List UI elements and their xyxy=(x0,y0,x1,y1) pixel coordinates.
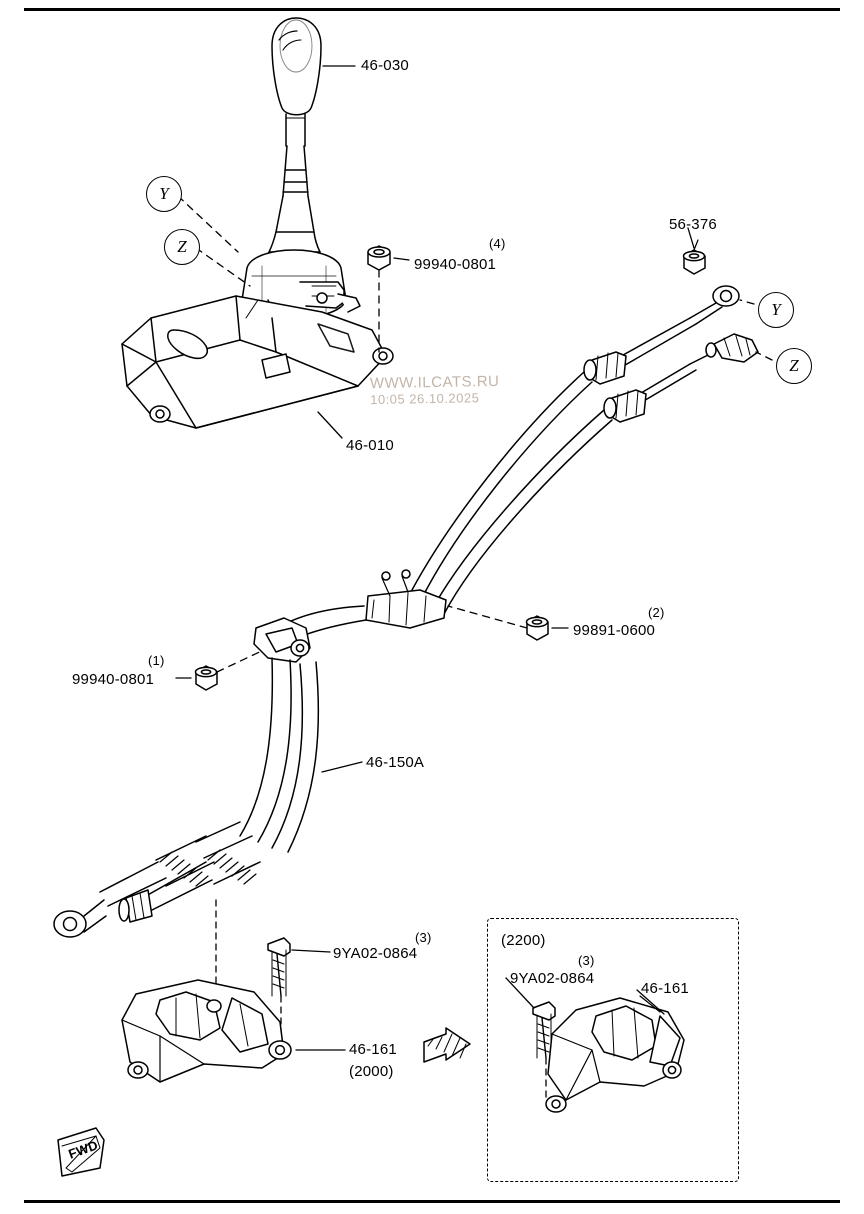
watermark-line2: 10:05 26.10.2025 xyxy=(370,390,480,408)
inset-panel-2200 xyxy=(487,918,739,1182)
nut-99940-0801-upper-art xyxy=(368,246,390,270)
ref-circle-y-left: Y xyxy=(146,176,182,212)
label-46-161-main: 46-161 xyxy=(349,1041,397,1058)
ref-circle-y-right: Y xyxy=(758,292,794,328)
label-99940-0801-upper: 99940-0801 xyxy=(414,256,497,273)
label-99940-0801-lower: 99940-0801 xyxy=(72,671,155,688)
label-qty-2: (2) xyxy=(648,605,665,620)
label-qty-1: (1) xyxy=(148,653,165,668)
watermark-line1: WWW.ILCATS.RU xyxy=(369,372,500,393)
ref-circle-z-left: Z xyxy=(164,229,200,265)
shift-knob-art xyxy=(272,18,321,146)
cable-46-150A-art xyxy=(240,658,318,852)
label-qty-4: (4) xyxy=(489,236,506,251)
label-46-030: 46-030 xyxy=(361,57,409,74)
label-56-376: 56-376 xyxy=(669,216,717,233)
label-inset-title-2200: (2200) xyxy=(501,932,546,949)
ref-circle-z-right: Z xyxy=(776,348,812,384)
cable-lower-end-fittings-art xyxy=(54,822,260,937)
label-46-010: 46-010 xyxy=(346,437,394,454)
clip-56-376-art xyxy=(684,240,706,274)
bolt-99891-0600-art xyxy=(527,616,549,640)
label-qty-3: (3) xyxy=(415,930,432,945)
cable-end-fittings-art xyxy=(690,286,758,364)
bracket-46-161-main-art xyxy=(122,980,291,1082)
label-99891-0600: 99891-0600 xyxy=(573,622,656,639)
hatch-direction-arrow-art xyxy=(424,1028,470,1062)
label-46-161-main-spec: (2000) xyxy=(349,1063,394,1080)
leader-lines xyxy=(176,66,772,1050)
label-46-150A: 46-150A xyxy=(366,754,425,771)
lever-base-bracket-art xyxy=(122,296,393,428)
fwd-label: FWD xyxy=(66,1137,100,1162)
nut-99940-0801-lower-art xyxy=(196,666,218,690)
watermark xyxy=(370,373,500,407)
label-46-161-inset: 46-161 xyxy=(641,980,689,997)
label-9YA02-0864-inset: 9YA02-0864 xyxy=(510,970,595,987)
label-9YA02-0864-main: 9YA02-0864 xyxy=(333,945,418,962)
label-inset-qty-3: (3) xyxy=(578,953,595,968)
upper-cable-run-art xyxy=(412,318,696,614)
lower-cable-bracket-art xyxy=(254,618,310,662)
bolt-9YA02-0864-main-art xyxy=(268,938,290,996)
